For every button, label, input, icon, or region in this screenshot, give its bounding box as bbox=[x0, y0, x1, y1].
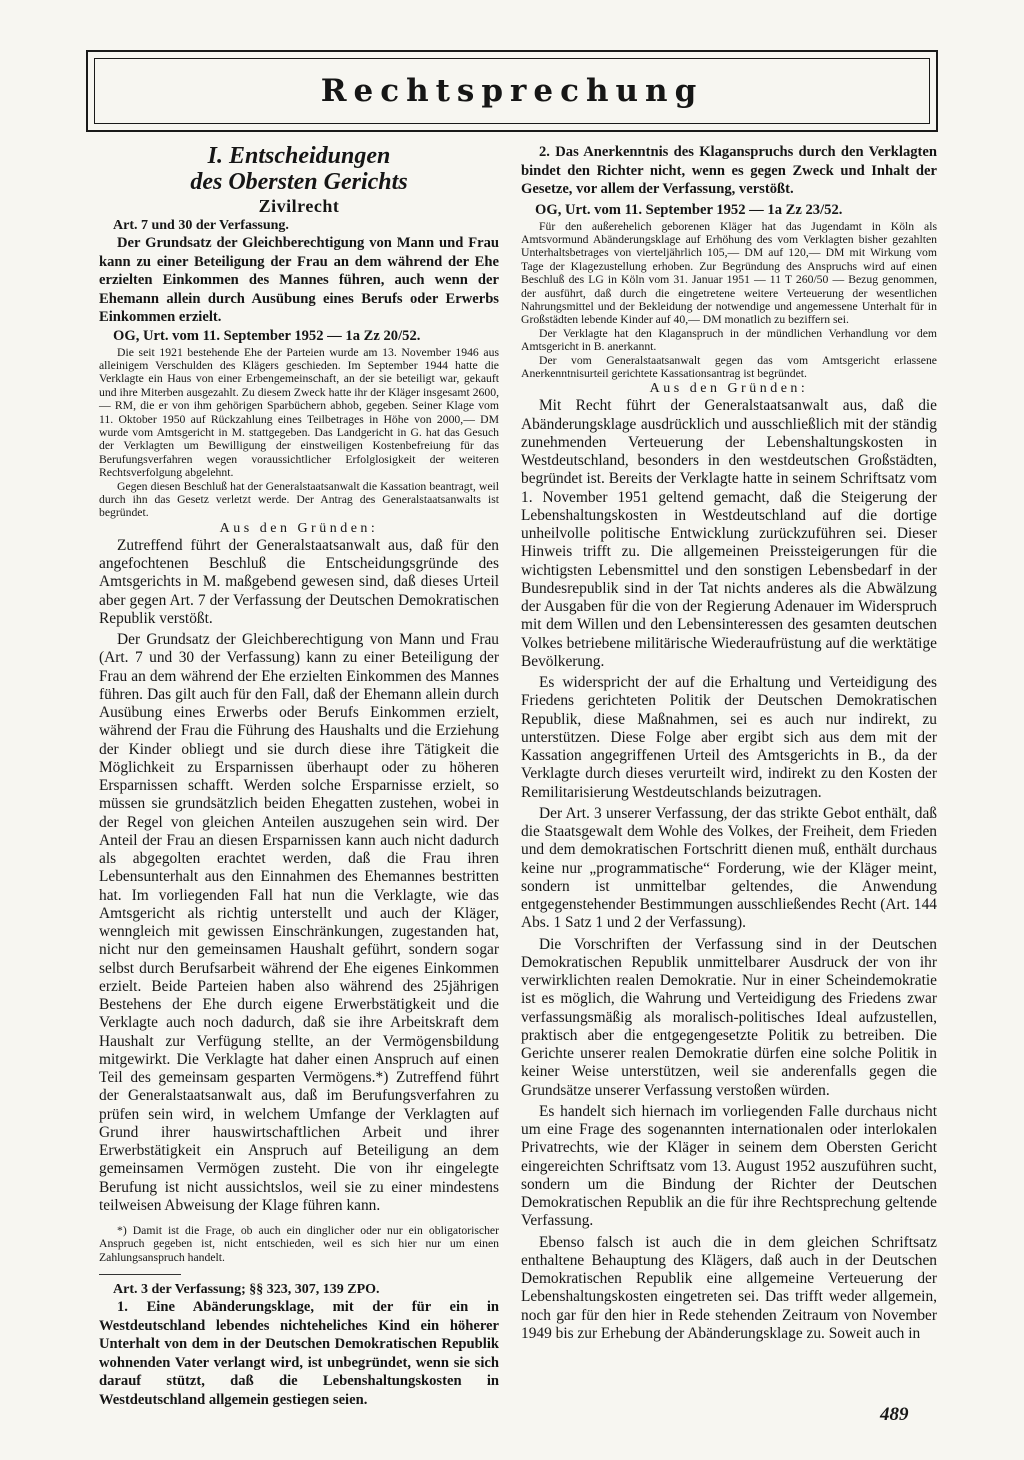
body-paragraph: Es widerspricht der auf die Erhaltung und Verteidigung des Friedens gerichteten Politik der Deutschen Demokratischen Republik, diese Maßnahmen, sei es auch nur indirekt, zu unterstützen. Diese Folge aber ergibt sich aus dem mit der Kassation angegriffenen Urteil des Amtsgerichts in B., da der Verklagte durch dieses verurteilt wird, indirekt zu den Kosten der Remilitarisierung Westdeutschlands beizutragen. bbox=[521, 674, 937, 801]
decision-citation: OG, Urt. vom 11. September 1952 — 1a Zz 23/52. bbox=[535, 201, 843, 218]
body-paragraph: Der Art. 3 unserer Verfassung, der das strikte Gebot enthält, daß die Staatsgewalt dem Wohle des Volkes, der Freiheit, dem Frieden und dem demokratischen Fortschritt dienen muß, enthält durchaus keine nur „programmatische“ Forderung, wie der Kläger meint, sondern ist unmittelbar geltendes, die Anwendung entgegenstehender Bestimmungen ausschließendes Recht (Art. 144 Abs. 1 Satz 1 und 2 der Verfassung). bbox=[521, 804, 937, 932]
case-facts: Der vom Generalstaatsanwalt gegen das vom Amtsgericht erlassene Anerkenntnisurteil gerichtete Kassationsantrag ist begründet. bbox=[521, 353, 937, 380]
right-column bbox=[521, 143, 937, 1343]
body-paragraph: Ebenso falsch ist auch die in dem gleichen Schriftsatz enthaltene Behauptung des Klägers, daß auch in der Deutschen Demokratischen Republik eine allgemeine Verteuerung der Lebenshaltungskosten eingetreten sei. Das trifft weder allgemein, noch gar für den hier in Rede stehenden Zeitraum von November 1949 bis zur Erhebung der Abänderungsklage zu. Soweit auch in bbox=[521, 1233, 937, 1342]
case-facts: Gegen diesen Beschluß hat der Generalstaatsanwalt die Kassation beantragt, weil durch ihn das Gesetz verletzt werde. Der Antrag des Generalstaatsanwalts ist begründet. bbox=[99, 479, 499, 520]
body-paragraph: Zutreffend führt der Generalstaatsanwalt aus, daß für den angefochtenen Beschluß die Entscheidungsgründe des Amtsgerichts in M. maßgebend gewesen sind, daß dieses Urteil aber gegen Art. 7 der Verfassung der Deutschen Demokratischen Republik verstößt. bbox=[99, 536, 499, 627]
subsection-heading: Zivilrecht bbox=[258, 196, 340, 216]
body-paragraph: Die Vorschriften der Verfassung sind in der Deutschen Demokratischen Republik unmittelbarer Ausdruck der von ihr verwirklichten realen Demokratie. Nur in einer Scheindemokratie ist es möglich, die Wahrung und Verteidigung des Friedens zwar verfassungsmäßig als moralisch-politisches Ideal aufzustellen, praktisch aber die entgegengesetzte Politik zu betreiben. Die Gerichte unserer realen Demokratie dürfen eine solche Politik in keiner Weise unterstützen, weil sie anderenfalls gegen die Grundsätze unserer Verfassung verstoßen würden. bbox=[521, 935, 937, 1099]
case-facts: Die seit 1921 bestehende Ehe der Parteien wurde am 13. November 1946 aus alleinigem Verschulden des Klägers geschieden. Im September 1944 hatte die Verklagte ein Haus von einer Erbengemeinschaft, an der sie beteiligt war, gekauft und ihre Miterben ausgezahlt. Zu diesem Zweck hatte ihr der Kläger insgesamt 2600,— RM, die er von ihm gehörigen Sparbüchern abhob, gegeben. Seiner Klage vom 11. Oktober 1950 auf Rückzahlung eines Teilbetrages in Höhe von 2000,— DM wurde vom Amtsgericht in M. stattgegeben. Das Landgericht in G. hat das Gesuch der Verklagten um Bewilligung der einstweiligen Kostenbefreiung für das Berufungsverfahren wegen voraussichtlicher Erfolglosigkeit der weiteren Rechtsverfolgung abgelehnt. bbox=[99, 345, 499, 480]
page-number: 489 bbox=[880, 1404, 909, 1425]
reasons-heading: Aus den Gründen: bbox=[219, 520, 379, 536]
headnote: Der Grundsatz der Gleichberechtigung von Mann und Frau kann zu einer Beteiligung der Frau an dem während der Ehe erzielten Einkommen des Mannes führen, auch wenn der Ehemann allein durch Ausübung eines Berufs oder Erwerbs Einkommen erzielt. bbox=[99, 235, 499, 325]
article-reference: Art. 7 und 30 der Verfassung. bbox=[113, 218, 289, 233]
left-column bbox=[99, 143, 499, 1409]
reasons-heading: Aus den Gründen: bbox=[649, 381, 809, 397]
body-paragraph: Mit Recht führt der Generalstaatsanwalt aus, daß die Abänderungsklage ausdrücklich und ausschließlich mit der ständig zunehmenden Verteuerung der Lebenshaltungskosten in Westdeutschland, besonders in den westdeutschen Großstädten, begründet ist. Bereits der Verklagte hatte in seinem Schriftsatz vom 1. November 1951 geltend gemacht, daß die Steigerung der Lebenshaltungskosten in Westdeutschland auf die dortige unheilvolle politische Entwicklung zurückzuführen sei. Dieser Hinweis trifft zu. Die allgemeinen Preissteigerungen für die wichtigsten Lebensmittel und den sonstigen Lebensbedarf in der Bundesrepublik sind in der Tat nichts anderes als die Abwälzung der Ausgaben für die von der Regierung Adenauer im Widerspruch mit dem Willen und den Lebensinteressen des gesamten deutschen Volkes betriebene militärische Wiederaufrüstung auf die werktätige Bevölkerung. bbox=[521, 397, 937, 670]
divider bbox=[99, 1274, 181, 1275]
article-reference: Art. 3 der Verfassung; §§ 323, 307, 139 ZPO. bbox=[113, 1282, 380, 1298]
headnote: 1. Eine Abänderungsklage, mit der für ein in Westdeutschland lebendes nichteheliches Kind ein höherer Unterhalt von dem in der Deutschen Demokratischen Republik wohnenden Vater verlangt wird, ist unbegründet, wenn sie sich darauf stützt, daß die Lebenshaltungskosten in Westdeutschland allgemein gestiegen seien. bbox=[99, 1299, 499, 1408]
footnote: *) Damit ist die Frage, ob auch ein dinglicher oder nur ein obligatorischer Anspruch gegeben ist, nicht entschieden, weil es sich hier nur um einen Zahlungsanspruch handelt. bbox=[99, 1224, 499, 1264]
case-facts: Für den außerehelich geborenen Kläger hat das Jugendamt in Köln als Amtsvormund Abänderungsklage auf Erhöhung des vom Verklagten bisher gezahlten Unterhaltsbetrages von vierteljährlich 105,— DM auf 120,— DM mit Wirkung vom Tage der Klagezustellung erhoben. Zur Begründung des Anspruchs wird auf einen Beschluß des LG in Köln vom 31. Januar 1951 — 11 T 260/50 — Bezug genommen, der ausführt, daß durch die eingetretene weitere Verteuerung der wesentlichen Nahrungsmittel und der Bekleidung der notwendige und angemessene Unterhalt für in Großstädten lebende Kinder auf 40,— DM monatlich zu beziffern sei. bbox=[521, 219, 937, 327]
decision-citation: OG, Urt. vom 11. September 1952 — 1a Zz 20/52. bbox=[113, 327, 421, 344]
page-title: Rechtsprechung bbox=[320, 73, 704, 109]
page-header-inner-frame bbox=[94, 58, 930, 124]
body-paragraph: Es handelt sich hiernach im vorliegenden Falle durchaus nicht um eine Frage des sogenannten internationalen oder interlokalen Privatrechts, wie der Kläger in seinem dem Obersten Gericht eingereichten Schriftsatz vom 13. August 1952 auszuführen sucht, sondern um die Bindung der Richter der Deutschen Demokratischen Republik an die für ihre Rechtsprechung geltende Verfassung. bbox=[521, 1102, 937, 1230]
section-heading-continued: des Obersten Gerichts bbox=[190, 169, 408, 195]
headnote: 2. Das Anerkenntnis des Klaganspruchs durch den Verklagten bindet den Richter nicht, wenn es gegen Zweck und Inhalt der Gesetze, vor allem der Verfassung, verstößt. bbox=[521, 144, 937, 197]
page-header-frame bbox=[86, 50, 938, 132]
section-heading: I. Entscheidungen bbox=[207, 143, 391, 169]
body-paragraph: Der Grundsatz der Gleichberechtigung von Mann und Frau (Art. 7 und 30 der Verfassung) kann zu einer Beteiligung der Frau an dem während der Ehe erzielten Einkommen des Mannes führen. Das gilt auch für den Fall, daß der Ehemann allein durch Ausübung eines Erwerbs oder Berufs Einkommen erzielt, während der Frau die Führung des Haushalts und die Erziehung der Kinder obliegt und sie durch diese ihre Tätigkeit die Möglichkeit zu Ersparnissen überhaupt oder zu höheren Ersparnissen schafft. Werden solche Ersparnisse erzielt, so müssen sie grundsätzlich beiden Ehegatten zustehen, wobei in der Regel von gleichen Anteilen auszugehen sein wird. Der Anteil der Frau an diesen Ersparnissen kann auch nicht dadurch als abgegolten erachtet werden, daß die Frau ihren Lebensunterhalt aus den Einnahmen des Ehemannes bestritten hat. Im vorliegenden Fall hat nun die Verklagte, wie das Amtsgericht als richtig unterstellt und auch der Kläger, wenngleich mit gewissen Einschränkungen, zugestanden hat, nicht nur den gemeinsamen Haushalt geführt, sondern sogar selbst durch Berufsarbeit während der Ehe eigenes Einkommen erzielt. Beide Parteien haben also während des 25jährigen Bestehens der Ehe durch eigene Erwerbstätigkeit und die Verklagte auch noch dadurch, daß sie ihre Arbeitskraft dem Haushalt zur Verfügung stellte, an der Vermögensbildung mitgewirkt. Die Verklagte hat daher einen Anspruch auf einen Teil des gemeinsam gesparten Vermögens.*) Zutreffend führt der Generalstaatsanwalt aus, daß im Berufungsverfahren zu prüfen sein wird, in welchem Umfange der Verklagten auf Grund ihrer hauswirtschaftlichen Arbeit und ihrer Erwerbstätigkeit ein Anspruch auf Beteiligung an dem gemeinsamen Vermögen zusteht. Die von ihr eingelegte Berufung ist nicht aussichtslos, weil sie zu einer mindestens teilweisen Abweisung der Klage führen kann. bbox=[99, 631, 499, 1214]
case-facts: Der Verklagte hat den Klaganspruch in der mündlichen Verhandlung vor dem Amtsgericht in B. anerkannt. bbox=[521, 326, 937, 354]
